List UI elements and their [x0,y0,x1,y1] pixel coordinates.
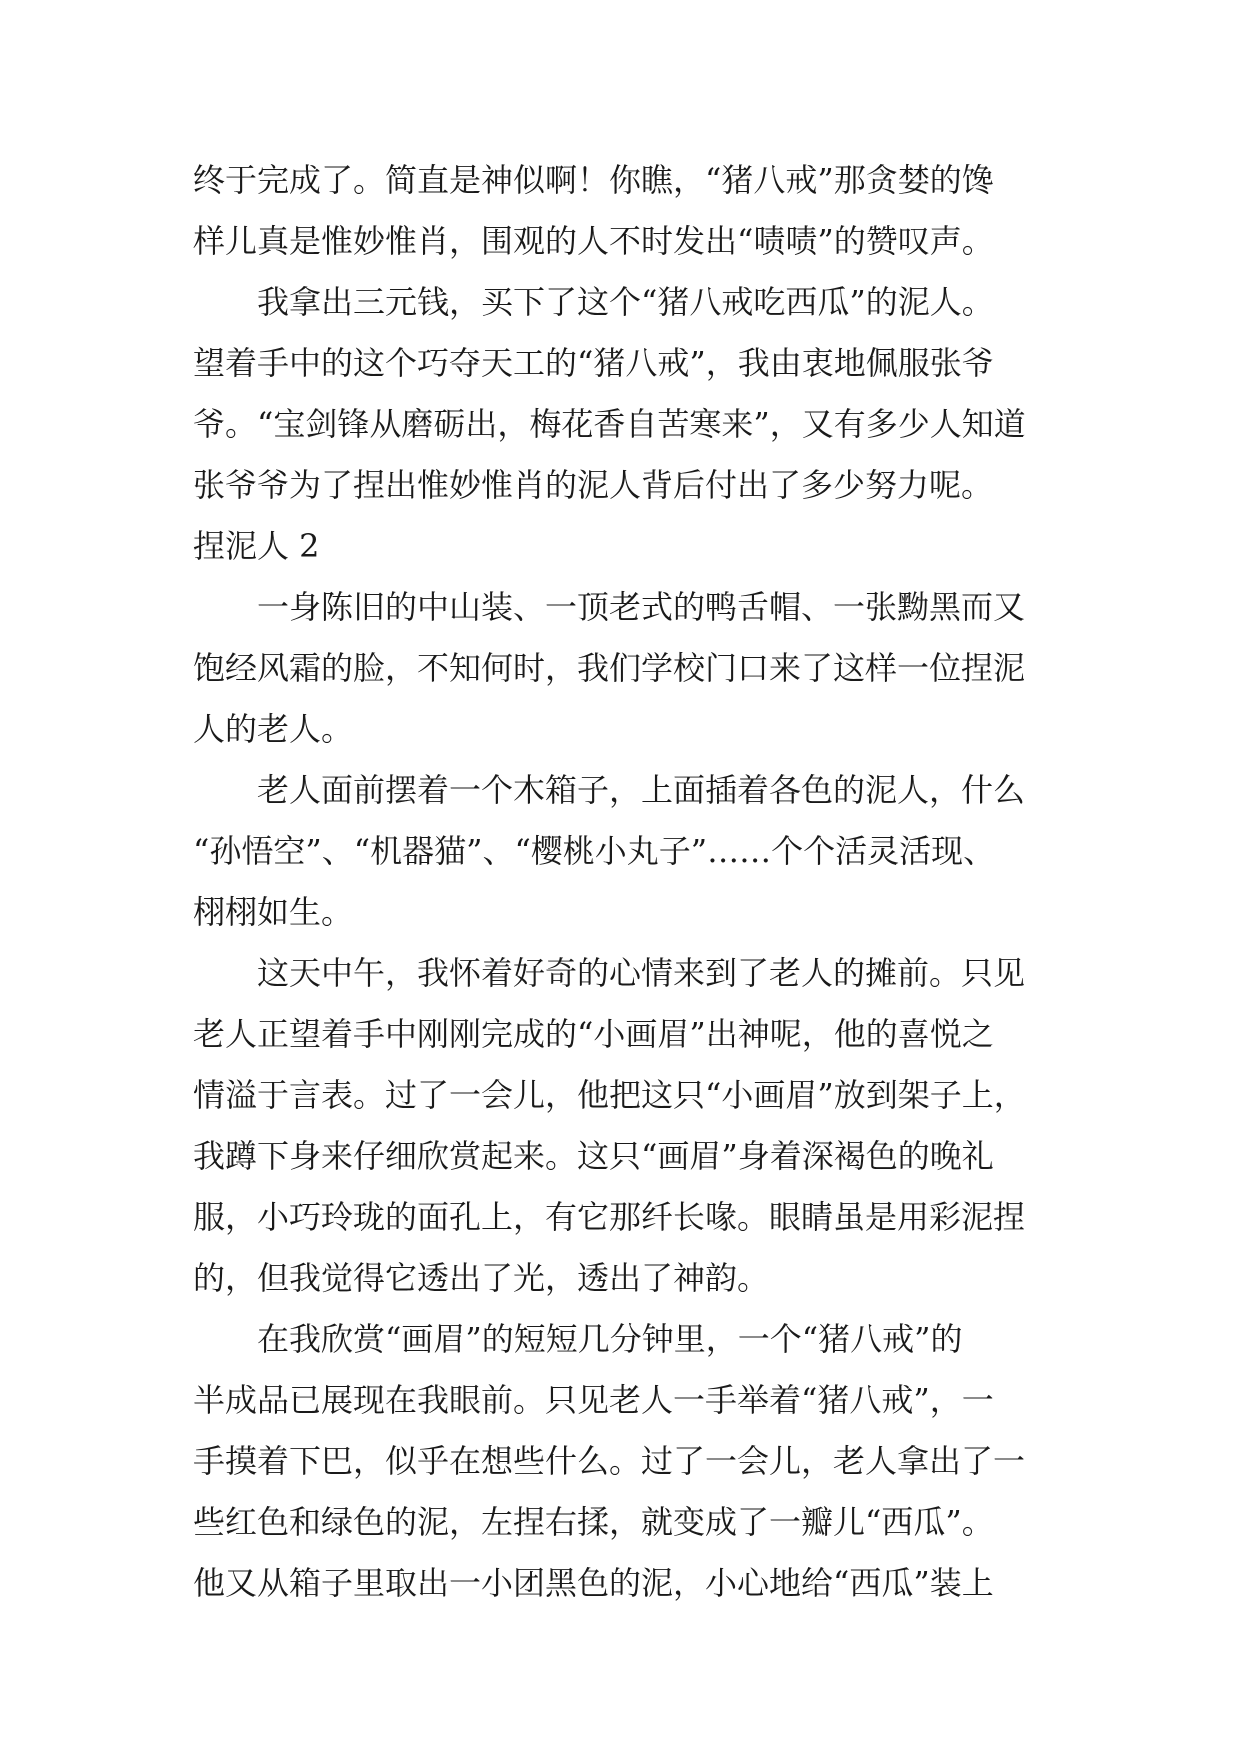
paragraph-start: 这天中午，我怀着好奇的心情来到了老人的摊前。只见 [257,954,1026,992]
paragraph-start: 我拿出三元钱，买下了这个“猪八戒吃西瓜”的泥人。 [257,283,994,321]
section-heading: 捏泥人 2 [193,527,320,565]
text-line: 样儿真是惟妙惟肖，围观的人不时发出“啧啧”的赞叹声。 [193,222,994,260]
text-line: 望着手中的这个巧夺天工的“猪八戒”，我由衷地佩服张爷 [193,344,994,382]
text-line: 手摸着下巴，似乎在想些什么。过了一会儿，老人拿出了一 [193,1442,1026,1480]
paragraph-start: 在我欣赏“画眉”的短短几分钟里，一个“猪八戒”的 [257,1320,963,1358]
text-line: 终于完成了。简直是神似啊！你瞧，“猪八戒”那贪婪的馋 [193,161,994,199]
text-line: 张爷爷为了捏出惟妙惟肖的泥人背后付出了多少努力呢。 [193,466,994,504]
text-line: 人的老人。 [193,710,354,748]
text-line: 半成品已展现在我眼前。只见老人一手举着“猪八戒”，一 [193,1381,994,1419]
text-line: 服，小巧玲珑的面孔上，有它那纤长喙。眼睛虽是用彩泥捏 [193,1198,1026,1236]
text-line: “孙悟空”、“机器猫”、“樱桃小丸子”……个个活灵活现、 [193,832,996,870]
document-body [193,150,1073,1614]
text-line: 栩栩如生。 [193,893,354,931]
text-line: 的，但我觉得它透出了光，透出了神韵。 [193,1259,770,1297]
paragraph-start: 一身陈旧的中山装、一顶老式的鸭舌帽、一张黝黑而又 [257,588,1026,626]
text-line: 情溢于言表。过了一会儿，他把这只“小画眉”放到架子上， [193,1076,1026,1114]
text-line: 饱经风霜的脸，不知何时，我们学校门口来了这样一位捏泥 [193,649,1026,687]
text-line: 我蹲下身来仔细欣赏起来。这只“画眉”身着深褐色的晚礼 [193,1137,994,1175]
paragraph-start: 老人面前摆着一个木箱子，上面插着各色的泥人，什么 [257,771,1026,809]
text-line: 老人正望着手中刚刚完成的“小画眉”出神呢，他的喜悦之 [193,1015,994,1053]
text-line: 些红色和绿色的泥，左捏右揉，就变成了一瓣儿“西瓜”。 [193,1503,994,1541]
text-line: 爷。“宝剑锋从磨砺出，梅花香自苦寒来”，又有多少人知道 [193,405,1026,443]
text-line: 他又从箱子里取出一小团黑色的泥，小心地给“西瓜”装上 [193,1564,994,1602]
